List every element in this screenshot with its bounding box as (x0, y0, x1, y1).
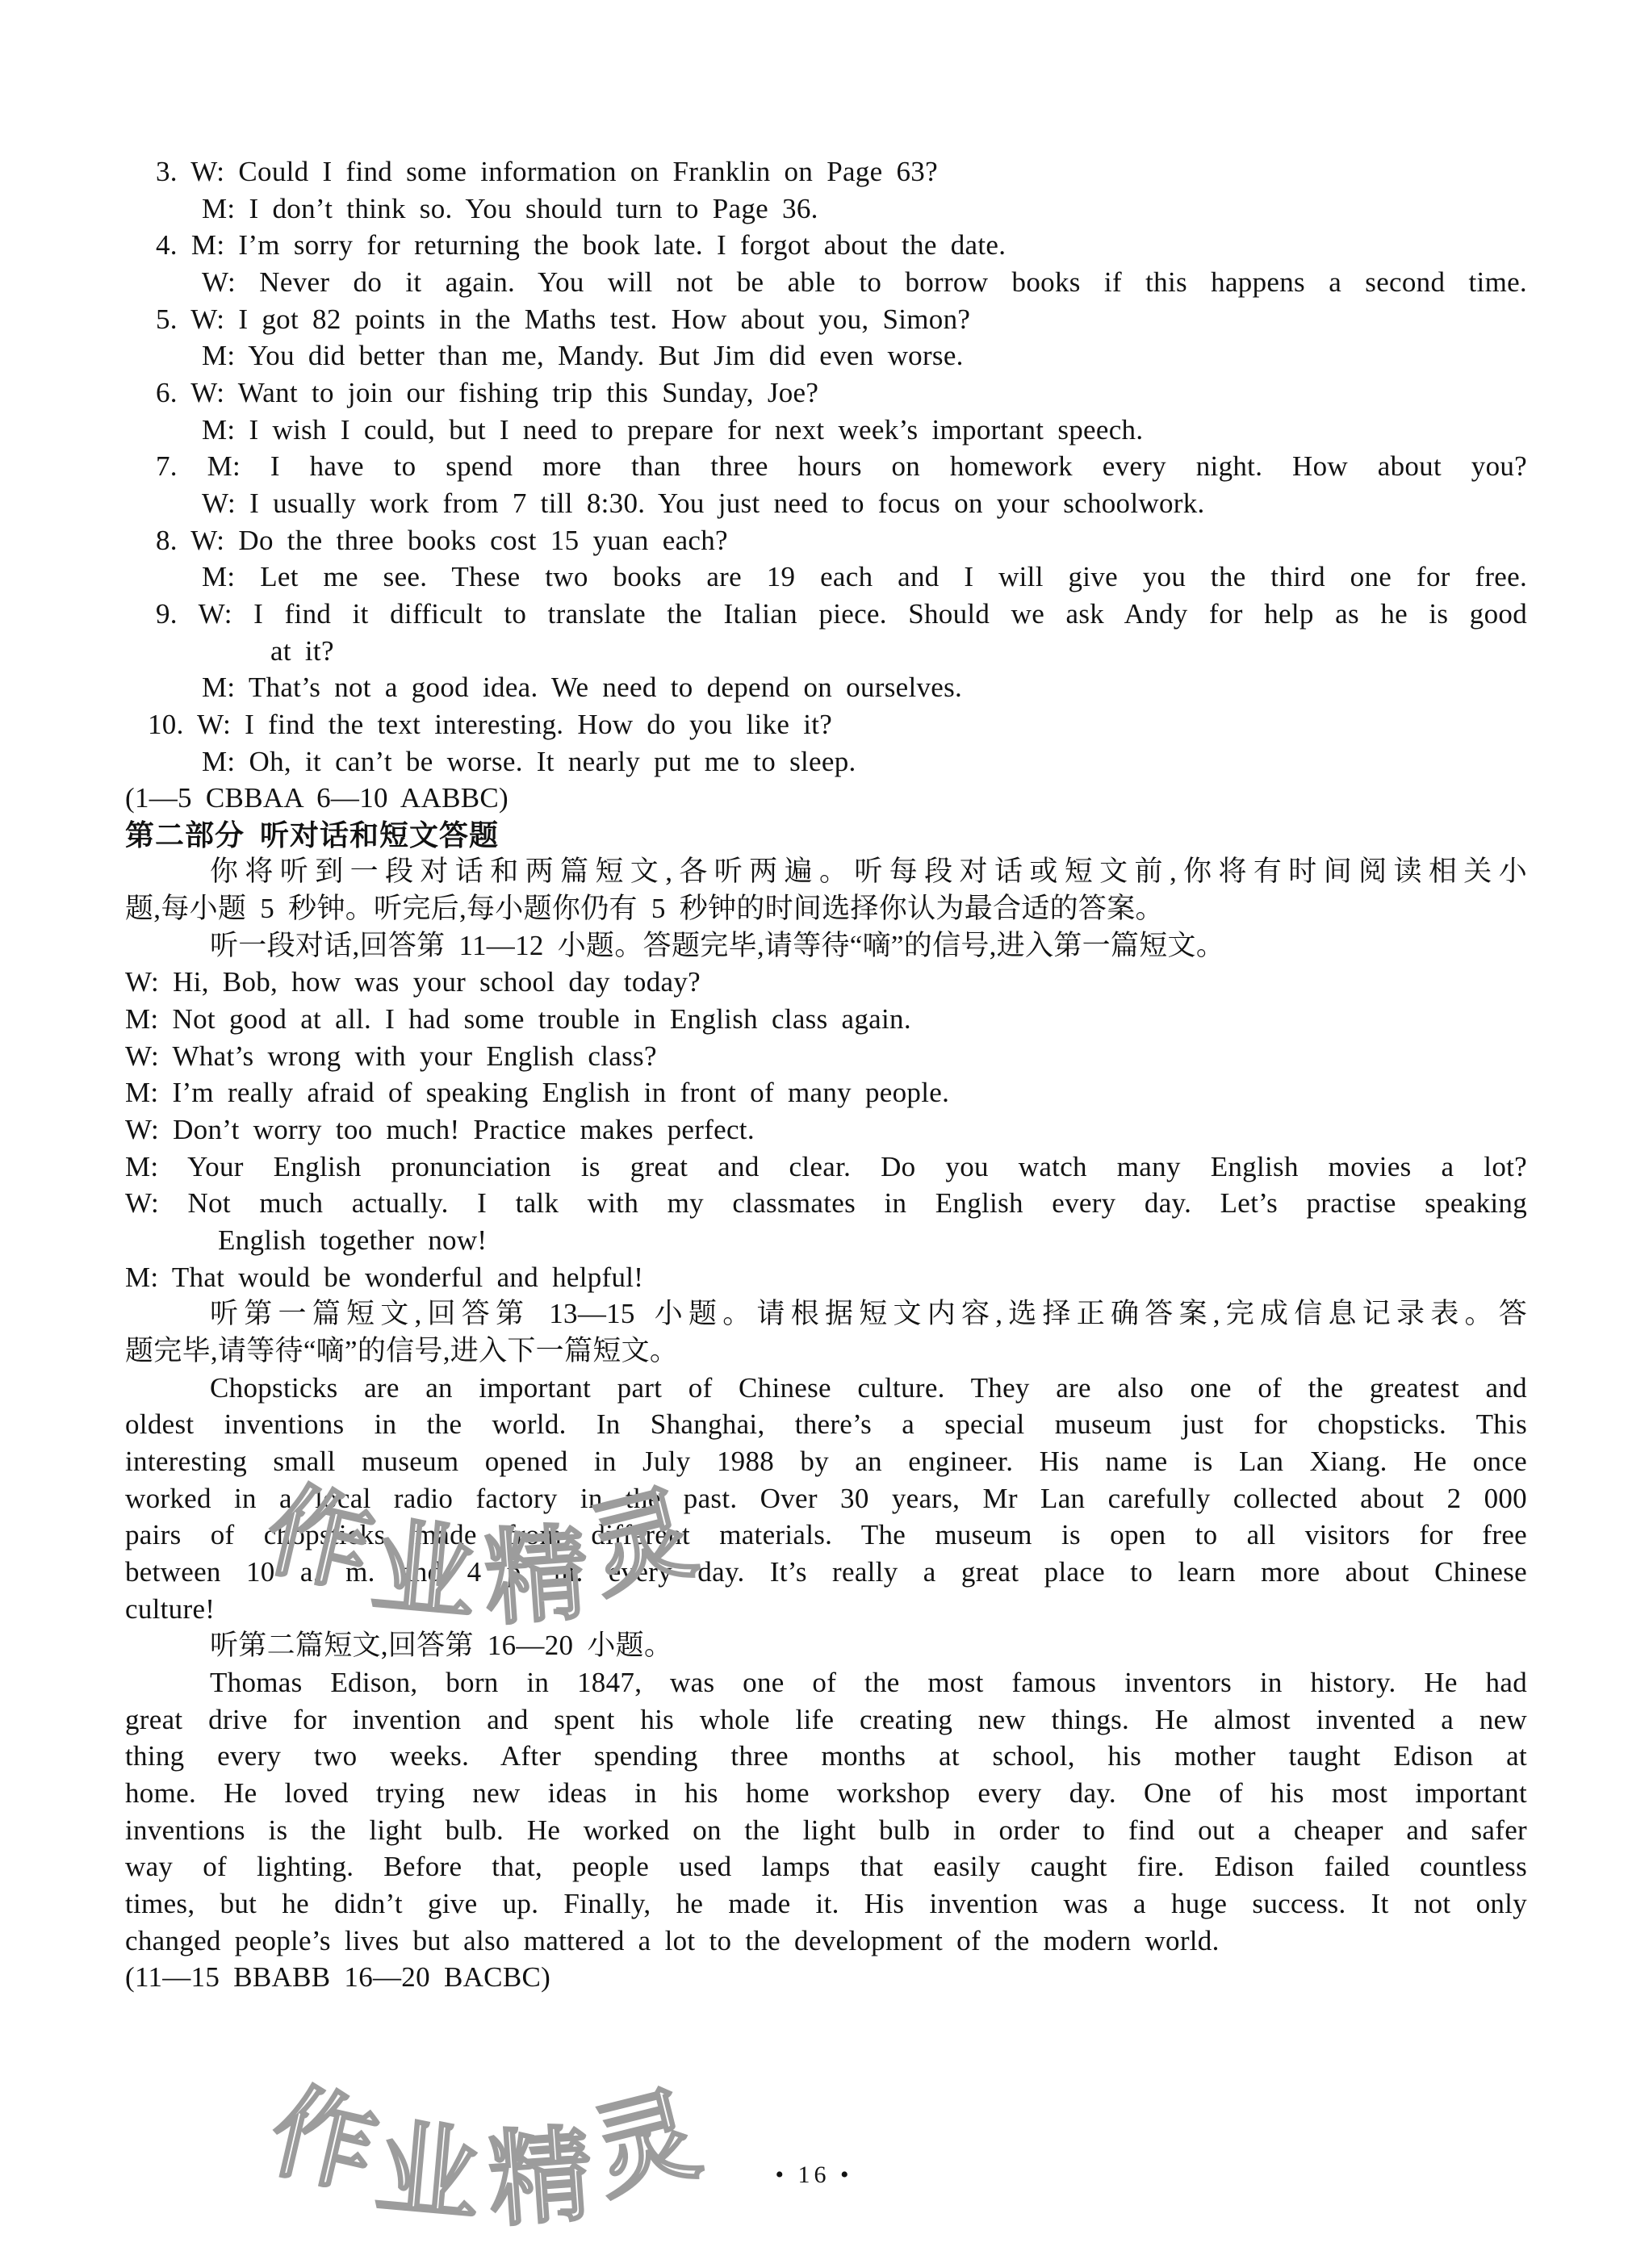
transcript-line: M: Let me see. These two books are 19 each and I will give you the third one for free. (202, 561, 1527, 593)
transcript-line: times, but he didn’t give up. Finally, he made it. His invention was a huge success. It not only (125, 1887, 1527, 1919)
watermark-char: 业 (371, 2111, 488, 2236)
transcript-line: Thomas Edison, born in 1847, was one of the most famous inventors in history. He had (210, 1666, 1527, 1698)
transcript-line: M: I don’t think so. You should turn to Page 36. (202, 192, 818, 224)
transcript-line: 5. W: I got 82 points in the Maths test. How about you, Simon? (156, 303, 971, 335)
transcript-line: W: Don’t worry too much! Practice makes perfect. (125, 1114, 755, 1146)
transcript-line: 7. M: I have to spend more than three hours on homework every night. How about you? (156, 450, 1527, 483)
watermark-char: 灵 (578, 1473, 709, 1612)
watermark-char: 精 (484, 2116, 600, 2240)
transcript-line: way of lighting. Before that, people used lamps that easily caught fire. Edison failed countless (125, 1851, 1527, 1883)
transcript-line: W: Never do it again. You will not be able to borrow books if this happens a second time. (202, 266, 1527, 298)
transcript-line: between 10 a. m. and 4 p. m. every day. It’s really a great place to learn more about Chinese (125, 1555, 1527, 1588)
transcript-line: 10. W: I find the text interesting. How do you like it? (148, 708, 833, 740)
transcript-line: W: What’s wrong with your English class? (125, 1040, 657, 1072)
transcript-line: M: You did better than me, Mandy. But Jim did even worse. (202, 340, 964, 372)
transcript-line: W: Not much actually. I talk with my classmates in English every day. Let’s practise speaking (125, 1187, 1527, 1220)
transcript-line: thing every two weeks. After spending three months at school, his mother taught Edison at (125, 1740, 1527, 1772)
transcript-line: 听一段对话,回答第 11—12 小题。答题完毕,请等待“嘀”的信号,进入第一篇短文。 (210, 929, 1225, 961)
watermark-char: 作 (256, 1471, 387, 1608)
transcript-line: 9. W: I find it difficult to translate the Italian piece. Should we ask Andy for help as he is good (156, 597, 1527, 630)
watermark-char: 作 (260, 2072, 391, 2209)
transcript-line: M: Oh, it can’t be worse. It nearly put me to sleep. (202, 745, 856, 777)
transcript-line: (1—5 CBBAA 6—10 AABBC) (125, 782, 508, 814)
watermark-char: 业 (367, 1509, 484, 1634)
transcript-line: pairs of chopsticks made from different materials. The museum is open to all visitors for free (125, 1519, 1527, 1551)
transcript-line: 题,每小题 5 秒钟。听完后,每小题你仍有 5 秒钟的时间选择你认为最合适的答案。 (125, 893, 1164, 925)
transcript-line: M: I wish I could, but I need to prepare for next week’s important speech. (202, 413, 1144, 446)
transcript-line: 你将听到一段对话和两篇短文,各听两遍。听每段对话或短文前,你将有时间阅读相关小 (210, 856, 1527, 888)
transcript-line: inventions is the light bulb. He worked on the light bulb in order to find out a cheaper and safer (125, 1814, 1527, 1846)
transcript-line: oldest inventions in the world. In Shanghai, there’s a special museum just for chopsticks. This (125, 1408, 1527, 1441)
transcript-line: M: That would be wonderful and helpful! (125, 1261, 644, 1293)
transcript-line: great drive for invention and spent his whole life creating new things. He almost invented a new (125, 1703, 1527, 1735)
transcript-line: (11—15 BBABB 16—20 BACBC) (125, 1961, 551, 1994)
transcript-line: M: Not good at all. I had some trouble in English class again. (125, 1003, 911, 1036)
transcript-line: worked in a local radio factory in the past. Over 30 years, Mr Lan carefully collected about 2 000 (125, 1482, 1527, 1514)
transcript-line: changed people’s lives but also mattered a lot to the development of the modern world. (125, 1924, 1220, 1956)
transcript-line: culture! (125, 1592, 216, 1625)
transcript-line: home. He loved trying new ideas in his home workshop every day. One of his most important (125, 1776, 1527, 1809)
transcript-line: 第二部分 听对话和短文答题 (125, 818, 500, 852)
transcript-line: M: That’s not a good idea. We need to depend on ourselves. (202, 672, 963, 704)
transcript-line: Chopsticks are an important part of Chinese culture. They are also one of the greatest and (210, 1371, 1527, 1404)
page-number: • 16 • (775, 2161, 853, 2188)
watermark-char: 灵 (582, 2074, 714, 2213)
transcript-line: interesting small museum opened in July 1988 by an engineer. His name is Lan Xiang. He once (125, 1445, 1527, 1477)
transcript-line: 听第二篇短文,回答第 16—20 小题。 (210, 1630, 673, 1662)
transcript-line: 4. M: I’m sorry for returning the book late. I forgot about the date. (156, 229, 1007, 262)
transcript-line: 题完毕,请等待“嘀”的信号,进入下一篇短文。 (125, 1335, 679, 1366)
transcript-line: English together now! (218, 1224, 488, 1257)
transcript-line: W: Hi, Bob, how was your school day today? (125, 966, 701, 998)
transcript-line: M: I’m really afraid of speaking English in front of many people. (125, 1077, 950, 1109)
transcript-line: 3. W: Could I find some information on Franklin on Page 63? (156, 156, 938, 187)
transcript-line: 听第一篇短文,回答第 13—15 小题。请根据短文内容,选择正确答案,完成信息记录表。答 (210, 1298, 1527, 1330)
transcript-line: 8. W: Do the three books cost 15 yuan each? (156, 524, 728, 556)
transcript-line: W: I usually work from 7 till 8:30. You just need to focus on your schoolwork. (202, 487, 1205, 519)
transcript-line: at it? (270, 634, 334, 667)
watermark-char: 精 (480, 1515, 596, 1638)
transcript-line: 6. W: Want to join our fishing trip this Sunday, Joe? (156, 376, 819, 408)
listening-transcript (125, 153, 1527, 1996)
transcript-line: M: Your English pronunciation is great and clear. Do you watch many English movies a lot? (125, 1150, 1527, 1182)
